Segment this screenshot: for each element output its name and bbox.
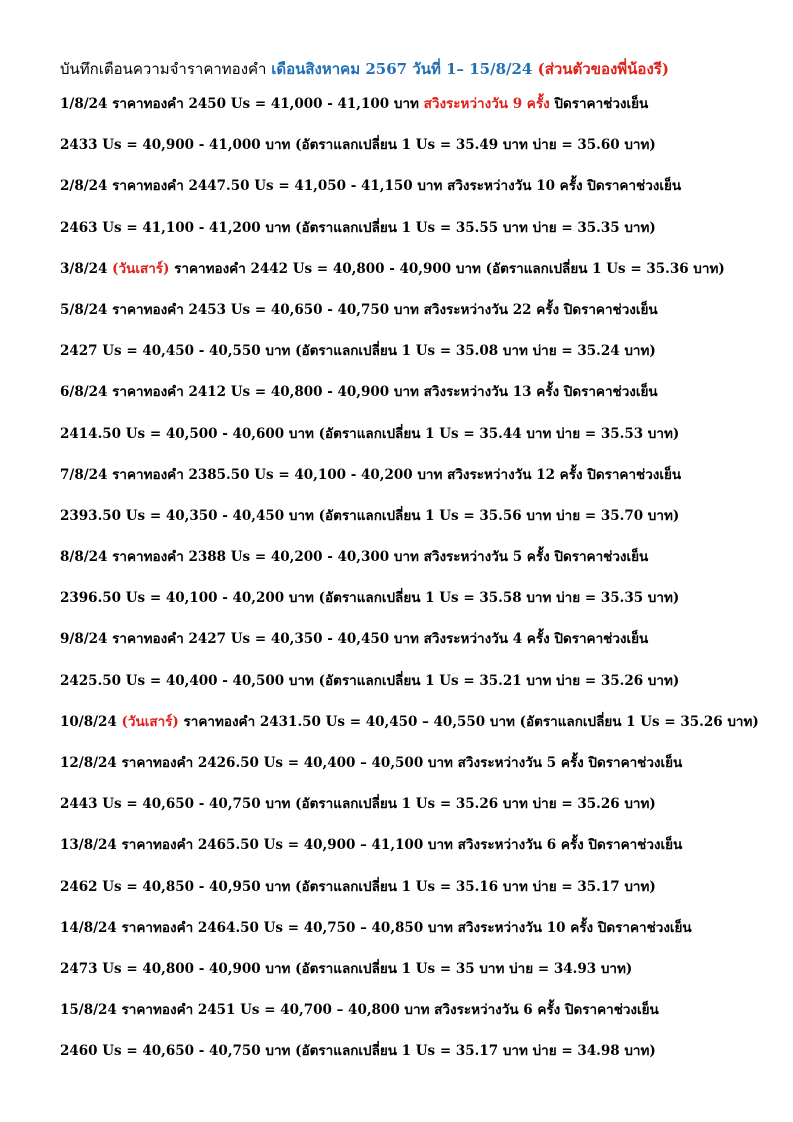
log-line-red: สวิงระหว่างวัน 9 ครั้ง [423, 96, 550, 112]
log-line-pre: 5/8/24 ราคาทองคำ 2453 Us = 40,650 - 40,750 บาท สวิงระหว่างวัน 22 ครั้ง ปิดราคาช่วงเย็น [60, 301, 658, 318]
log-line [60, 999, 785, 1040]
log-line-pre: 2414.50 Us = 40,500 - 40,600 บาท (อัตราแลกเปลี่ยน 1 Us = 35.44 บาท บ่าย = 35.53 บาท) [60, 425, 680, 442]
log-line [60, 670, 785, 711]
log-line-post: ราคาทองคำ 2442 Us = 40,800 - 40,900 บาท (อัตราแลกเปลี่ยน 1 Us = 35.36 บาท) [169, 260, 725, 277]
log-line [60, 217, 785, 258]
log-line-pre: 8/8/24 ราคาทองคำ 2388 Us = 40,200 - 40,300 บาท สวิงระหว่างวัน 5 ครั้ง ปิดราคาช่วงเย็น [60, 549, 649, 566]
document-title [60, 58, 780, 80]
log-line [60, 464, 785, 505]
log-line-pre: 2425.50 Us = 40,400 - 40,500 บาท (อัตราแลกเปลี่ยน 1 Us = 35.21 บาท บ่าย = 35.26 บาท) [60, 672, 680, 689]
log-line-pre: 9/8/24 ราคาทองคำ 2427 Us = 40,350 - 40,450 บาท สวิงระหว่างวัน 4 ครั้ง ปิดราคาช่วงเย็น [60, 631, 649, 648]
log-line-red: (วันเสาร์) [112, 260, 170, 277]
log-line-pre: 2460 Us = 40,650 - 40,750 บาท (อัตราแลกเปลี่ยน 1 Us = 35.17 บาท บ่าย = 34.98 บาท) [60, 1043, 656, 1060]
log-line [60, 917, 785, 958]
log-line-pre: 12/8/24 ราคาทองคำ 2426.50 Us = 40,400 – 40,500 บาท สวิงระหว่างวัน 5 ครั้ง ปิดราคาช่วงเย็น [60, 755, 683, 771]
log-line-pre: 1/8/24 ราคาทองคำ 2450 Us = 41,000 - 41,100 บาท [60, 96, 424, 112]
log-line [60, 587, 785, 628]
log-line-pre: 2433 Us = 40,900 - 41,000 บาท (อัตราแลกเปลี่ยน 1 Us = 35.49 บาท บ่าย = 35.60 บาท) [60, 137, 656, 154]
log-line-pre: 7/8/24 ราคาทองคำ 2385.50 Us = 40,100 - 40,200 บาท สวิงระหว่างวัน 12 ครั้ง ปิดราคาช่วงเย็น [60, 466, 682, 483]
log-line-pre: 2/8/24 ราคาทองคำ 2447.50 Us = 41,050 - 41,150 บาท สวิงระหว่างวัน 10 ครั้ง ปิดราคาช่วงเย็น [60, 178, 682, 195]
log-line-pre: 10/8/24 [60, 713, 122, 730]
log-line-pre: 2396.50 Us = 40,100 - 40,200 บาท (อัตราแลกเปลี่ยน 1 Us = 35.58 บาท บ่าย = 35.35 บาท) [60, 590, 680, 607]
log-line-pre: 2462 Us = 40,850 - 40,950 บาท (อัตราแลกเปลี่ยน 1 Us = 35.16 บาท บ่าย = 35.17 บาท) [60, 878, 656, 895]
log-line [60, 546, 785, 587]
log-line-red: (วันเสาร์) [121, 713, 179, 730]
log-line [60, 299, 785, 340]
log-line [60, 958, 785, 999]
title-suffix: (ส่วนตัวของพี่น้องรี) [537, 60, 669, 78]
log-line [60, 381, 785, 422]
log-line [60, 711, 785, 752]
log-line-pre: 2393.50 Us = 40,350 - 40,450 บาท (อัตราแลกเปลี่ยน 1 Us = 35.56 บาท บ่าย = 35.70 บาท) [60, 507, 680, 524]
log-line [60, 834, 785, 875]
log-line [60, 876, 785, 917]
log-line [60, 793, 785, 834]
title-prefix: บันทึกเตือนความจำราคาทองคำ [60, 60, 272, 78]
log-line-pre: 2427 Us = 40,450 - 40,550 บาท (อัตราแลกเปลี่ยน 1 Us = 35.08 บาท บ่าย = 35.24 บาท) [60, 343, 656, 360]
log-line [60, 258, 785, 299]
log-line [60, 752, 785, 793]
log-line-post: ราคาทองคำ 2431.50 Us = 40,450 – 40,550 บาท (อัตราแลกเปลี่ยน 1 Us = 35.26 บาท) [178, 713, 759, 730]
title-month: เดือนสิงหาคม 2567 วันที่ 1– 15/8/24 [271, 60, 538, 78]
log-line [60, 93, 785, 134]
log-line [60, 340, 785, 381]
log-line [60, 175, 785, 216]
log-line [60, 423, 785, 464]
log-line-pre: 2443 Us = 40,650 - 40,750 บาท (อัตราแลกเปลี่ยน 1 Us = 35.26 บาท บ่าย = 35.26 บาท) [60, 796, 656, 813]
log-line-pre: 3/8/24 [60, 260, 113, 277]
log-line-pre: 14/8/24 ราคาทองคำ 2464.50 Us = 40,750 – 40,850 บาท สวิงระหว่างวัน 10 ครั้ง ปิดราคาช่วงเย็น [60, 919, 692, 936]
log-line [60, 1040, 785, 1081]
log-line-pre: 15/8/24 ราคาทองคำ 2451 Us = 40,700 – 40,800 บาท สวิงระหว่างวัน 6 ครั้ง ปิดราคาช่วงเย็น [60, 1002, 659, 1019]
log-line [60, 505, 785, 546]
log-line [60, 134, 785, 175]
log-line-post: ปิดราคาช่วงเย็น [549, 96, 649, 112]
log-line-pre: 6/8/24 ราคาทองคำ 2412 Us = 40,800 - 40,900 บาท สวิงระหว่างวัน 13 ครั้ง ปิดราคาช่วงเย็น [60, 384, 658, 401]
log-line [60, 628, 785, 669]
log-line-pre: 2463 Us = 41,100 - 41,200 บาท (อัตราแลกเปลี่ยน 1 Us = 35.55 บาท บ่าย = 35.35 บาท) [60, 219, 656, 236]
log-line-pre: 13/8/24 ราคาทองคำ 2465.50 Us = 40,900 – 41,100 บาท สวิงระหว่างวัน 6 ครั้ง ปิดราคาช่วงเย็น [60, 837, 683, 854]
log-line-pre: 2473 Us = 40,800 - 40,900 บาท (อัตราแลกเปลี่ยน 1 Us = 35 บาท บ่าย = 34.93 บาท) [60, 960, 633, 977]
price-log [60, 93, 785, 1082]
